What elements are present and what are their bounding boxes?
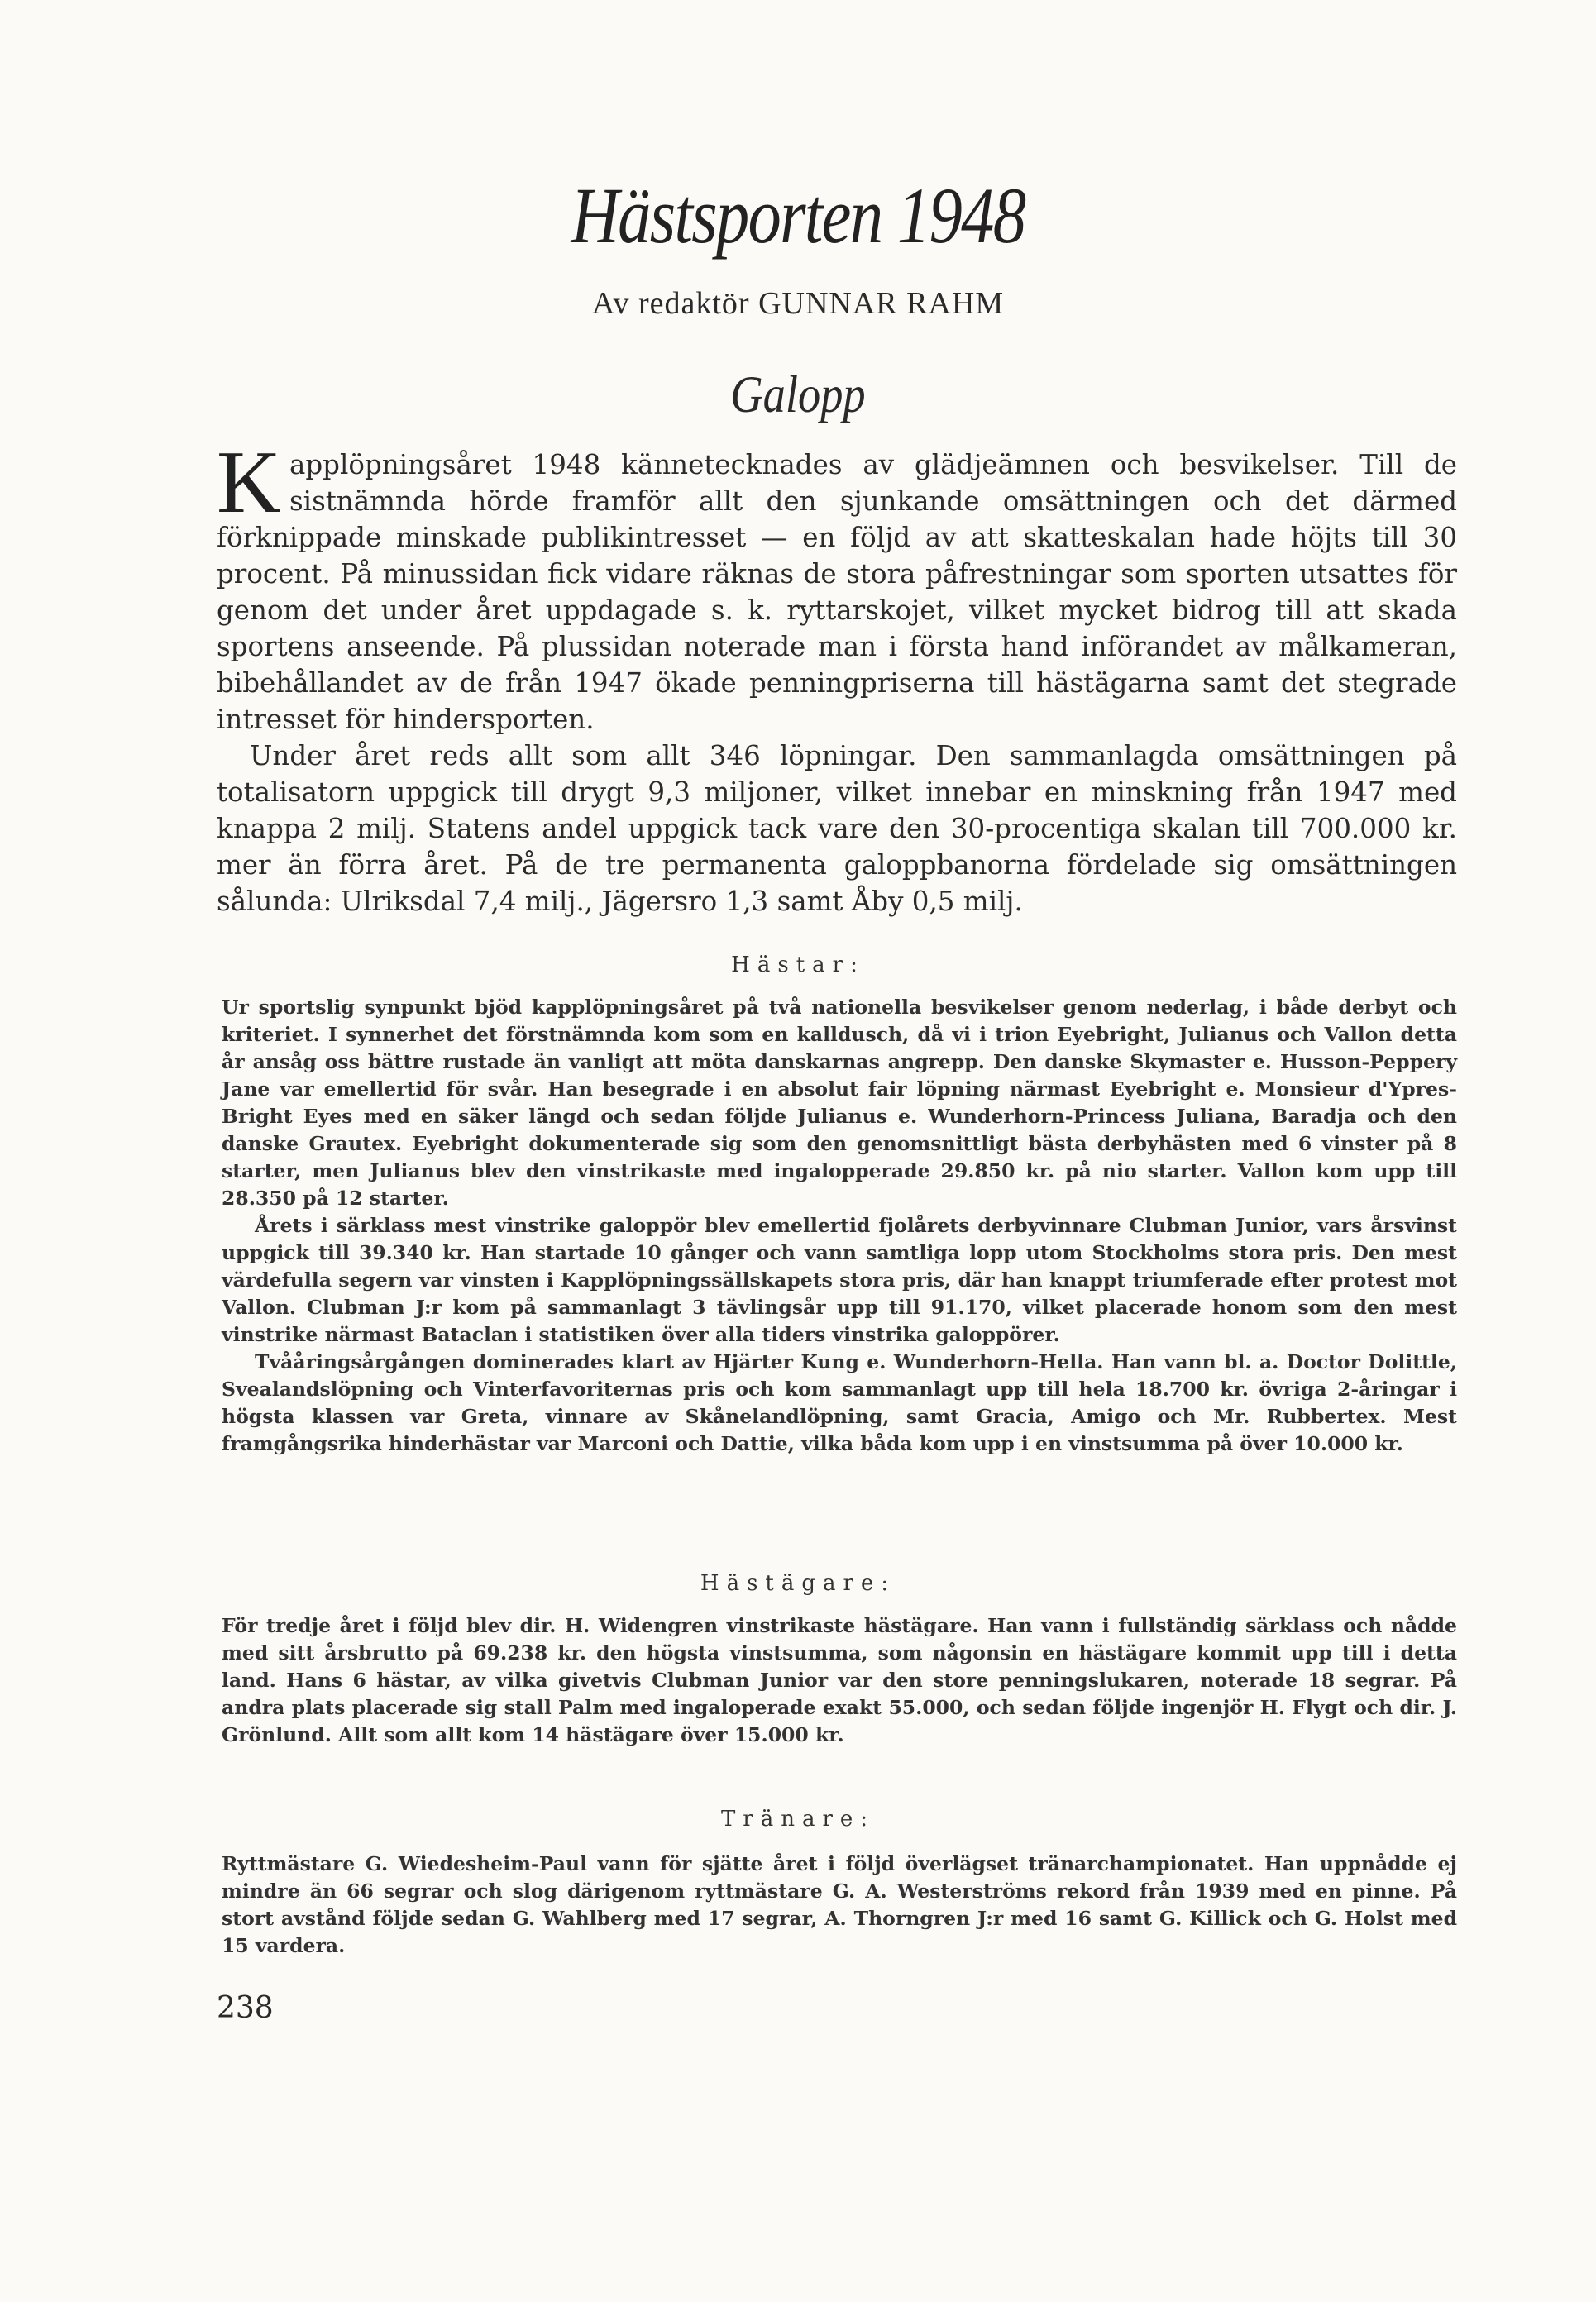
page-number: 238: [217, 1991, 274, 2025]
subheading-hastar: Hästar:: [731, 953, 865, 977]
author-byline: Av redaktör GUNNAR RAHM: [591, 286, 1005, 321]
hastagare-paragraph-1: För tredje året i följd blev dir. H. Widengren vinstrikaste hästägare. Han vann i fullständig särklass och nådde med sitt årsbrutto på 69.238 kr. den högsta vinstsumma, som någonsin en hästägare kommit upp till i detta land. Hans 6 hästar, av vilka givetvis Clubman Junior var den store penningslukaren, noterade 18 segrar. På andra plats placerade sig stall Palm med ingaloperade exakt 55.000, och sedan följde ingenjör H. Flygt och dir. J. Grönlund. Allt som allt kom 14 hästägare över 15.000 kr.: [222, 1614, 1457, 1746]
hastar-paragraph-2: Årets i särklass mest vinstrike galoppör blev emellertid fjolårets derbyvinnare Clubman Junior, vars årsvinst uppgick till 39.340 kr. Han startade 10 gånger och vann samtliga lopp utom Stockholms stora pris. Den mest värdefulla segern var vinsten i Kapplöpningssällskapets stora pris, där han knappt triumferade efter protest mot Vallon. Clubman J:r kom på sammanlagt 3 tävlingsår upp till 91.170, vilket placerade honom som den mest vinstrike närmast Bataclan i statistiken över alla tiders vinstrika galoppörer.: [222, 1214, 1457, 1346]
hastagare-text: [222, 1612, 1457, 1749]
tranare-text: [222, 1851, 1457, 1960]
tranare-paragraph-1: Ryttmästare G. Wiedesheim-Paul vann för sjätte året i följd överlägset tränarchampionatet. Han uppnådde ej mindre än 66 segrar och slog därigenom ryttmästare G. A. Westerströms rekord från 1939 med en pinne. På stort avstånd följde sedan G. Wahlberg med 17 segrar, A. Thorngren J:r med 16 samt G. Killick och G. Holst med 15 vardera.: [222, 1852, 1457, 1957]
section-title: Galopp: [730, 365, 866, 423]
page-title: Hästsporten 1948: [571, 171, 1025, 260]
intro-paragraph-2: Under året reds allt som allt 346 löpningar. Den sammanlagda omsättningen på totalisatorn uppgick till drygt 9,3 miljoner, vilket innebar en minskning från 1947 med knappa 2 milj. Statens andel uppgick tack vare den 30-procentiga skalan till 700.000 kr. mer än förra året. På de tre permanenta galoppbanorna fördelade sig omsättningen sålunda: Ulriksdal 7,4 milj., Jägersro 1,3 samt Åby 0,5 milj.: [217, 740, 1457, 917]
subheading-hastagare: Hästägare:: [700, 1571, 896, 1596]
subheading-tranare: Tränare:: [720, 1807, 876, 1832]
intro-paragraph-1: [217, 433, 1457, 738]
hastar-paragraph-3: Tvååringsårgången dominerades klart av Hjärter Kung e. Wunderhorn-Hella. Han vann bl. a. Doctor Dolittle, Svealandslöpning och Vinterfavoriternas pris och kom sammanlagt upp till hela 18.700 kr. övriga 2-åringar i högsta klassen var Greta, vinnare av Skånelandlöpning, samt Gracia, Amigo och Mr. Rubbertex. Mest framgångsrika hinderhästar var Marconi och Dattie, vilka båda kom upp i en vinstsumma på över 10.000 kr.: [222, 1350, 1457, 1455]
hastar-paragraph-1: Ur sportslig synpunkt bjöd kapplöpningsåret på två nationella besvikelser genom nederlag, i både derbyt och kriteriet. I synnerhet det förstnämnda kom som en kalldusch, då vi i trion Eyebright, Julianus och Vallon detta år ansåg oss bättre rustade än vanligt att möta danskarnas angrepp. Den danske Skymaster e. Husson-Peppery Jane var emellertid för svår. Han besegrade i en absolut fair löpning närmast Eyebright e. Monsieur d'Ypres-Bright Eyes med en säker längd och sedan följde Julianus e. Wunderhorn-Princess Juliana, Baradja och den danske Grautex. Eyebright dokumenterade sig som den genomsnittligt bästa derbyhästen med 6 vinster på 8 starter, men Julianus blev den vinstrikaste med ingalopperade 29.850 kr. på nio starter. Vallon kom upp till 28.350 på 12 starter.: [222, 996, 1457, 1210]
intro-text: [217, 433, 1457, 919]
drop-cap: K: [217, 433, 281, 532]
intro-paragraph-1-text: applöpningsåret 1948 kännetecknades av glädjeämnen och besvikelser. Till de sistnämnda hörde framför allt den sjunkande omsättningen och det därmed förknippade minskade publikintresset — en följd av att skatteskalan hade höjts till 30 procent. På minussidan fick vidare räknas de stora påfrestningar som sporten utsattes för genom det under året uppdagade s. k. ryttarskojet, vilket mycket bidrog till att skada sportens anseende. På plussidan noterade man i första hand införandet av målkameran, bibehållandet av de från 1947 ökade penningpriserna till hästägarna samt det stegrade intresset för hindersporten.: [217, 449, 1457, 735]
hastar-text: [222, 994, 1457, 1458]
